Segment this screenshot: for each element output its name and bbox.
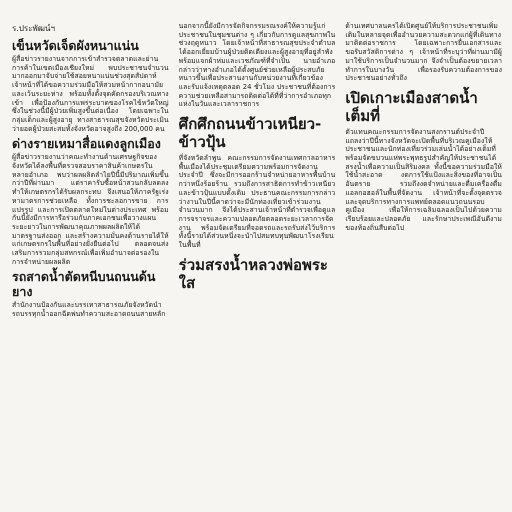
section-label: ร.ประพัฒน์ฯ (12, 24, 55, 33)
columns (12, 6, 502, 508)
headline-songkran: เปิดเกาะเมืองสาดน้ำเต็มที่ (345, 88, 478, 125)
headline-flu: เข็นหวัดเจ็ดผังหนาแน่น (12, 38, 139, 53)
column-middle (179, 6, 336, 508)
headline-market: ด่างรายเหมาสื่อแดงลูกเมือง (12, 136, 161, 152)
article-body-market: ผู้สื่อข่าวรายงานว่าคณะทำงานด้านเศรษฐกิจของจังหวัดได้ลงพื้นที่ตรวจสอบราคาสินค้าเกษตรในหลายอำเภอ พบว่าผลผลิตลำไยปีนี้มีปริมาณเพิ่มขึ้นกว่าปีที่ผ่านมา แต่ราคารับซื้อหน้าสวนกลับลดลง ทำให้เกษตรกรได้รับผลกระทบ จึงเสนอให้ภาครัฐเร่งหามาตรการช่วยเหลือ ทั้งการชะลอการขาย การแปรรูป และการเปิดตลาดใหม่ในต่างประเทศ พร้อมกันนี้ยังมีการหารือร่วมกับภาคเอกชนเพื่อวางแผนระยะยาวในการพัฒนาคุณภาพผลผลิตให้ได้มาตรฐานส่งออก และสร้างความมั่นคงด้านรายได้ให้แก่เกษตรกรในพื้นที่อย่างยั่งยืนต่อไป ตลอดจนส่งเสริมการรวมกลุ่มสหกรณ์เพื่อเพิ่มอำนาจต่อรองในการจำหน่ายผลผลิต (12, 153, 169, 266)
article-body-municipal: ด้านเทศบาลนครได้เปิดศูนย์ให้บริการประชาชนเพิ่มเติมในหลายจุดเพื่ออำนวยความสะดวกแก่ผู้ที่เดินทางมาติดต่อราชการ โดยเฉพาะการยื่นเอกสารและขอรับสวัสดิการต่าง ๆ เจ้าหน้าที่ระบุว่าที่ผ่านมามีผู้มาใช้บริการเป็นจำนวนมาก จึงจำเป็นต้องขยายเวลาทำการในบางวัน เพื่อรองรับความต้องการของประชาชนอย่างทั่วถึง (345, 22, 503, 83)
article-body-continued: นอกจากนี้ยังมีการจัดกิจกรรมรณรงค์ให้ความรู้แก่ประชาชนในชุมชนต่าง ๆ เกี่ยวกับการดูแลสุขภาพในช่วงฤดูหนาว โดยเจ้าหน้าที่สาธารณสุขประจำตำบลได้ออกเยี่ยมบ้านผู้ป่วยติดเตียงและผู้สูงอายุที่อยู่ลำพัง พร้อมแจกผ้าห่มและเวชภัณฑ์ที่จำเป็น นายอำเภอกล่าวว่าทางอำเภอได้ตั้งศูนย์ช่วยเหลือผู้ประสบภัยหนาวขึ้นเพื่อประสานงานกับหน่วยงานที่เกี่ยวข้อง และรับแจ้งเหตุตลอด 24 ชั่วโมง ประชาชนที่ต้องการความช่วยเหลือสามารถติดต่อได้ที่ที่ว่าการอำเภอทุกแห่งในวันและเวลาราชการ (178, 22, 336, 109)
headline-rice-road: ศึกศึกถนนข้าวเหนียว-ข้าวปุ้น (178, 115, 322, 152)
article-body-songkran: ตัวแทนคณะกรรมการจัดงานสงกรานต์ประจำปี แถลงว่าปีนี้ทางจังหวัดจะเปิดพื้นที่บริเวณคูเมืองให้ประชาชนและนักท่องเที่ยวร่วมเล่นน้ำได้อย่างเต็มที่ พร้อมจัดขบวนแห่พระพุทธรูปสำคัญให้ประชาชนได้สรงน้ำเพื่อความเป็นสิริมงคล ทั้งนี้ขอความร่วมมือให้ใช้น้ำสะอาด งดการใช้แป้งและสิ่งของที่อาจเป็นอันตราย รวมถึงงดจำหน่ายและดื่มเครื่องดื่มแอลกอฮอล์ในพื้นที่จัดงาน เจ้าหน้าที่จะตั้งจุดตรวจและจุดบริการทางการแพทย์ตลอดแนวถนนรอบคูเมือง เพื่อให้การเฉลิมฉลองเป็นไปด้วยความเรียบร้อยและปลอดภัย และรักษาประเพณีอันดีงามของท้องถิ่นสืบต่อไป (345, 127, 503, 232)
column-left (12, 6, 169, 508)
headline-water-truck: รถสาดน้ำตัดหนีบนถนนด้นยาง (12, 269, 156, 300)
headline-bathing-buddha: ร่วมสรงน้ำหลวงพ่อพระใส (178, 255, 328, 292)
article-body-flu: ผู้สื่อข่าวรายงานจากการเข้าสำรวจตลาดและย่านการค้าในเขตเมืองเชียงใหม่ พบประชาชนจำนวนมากออกมาจับจ่ายใช้สอยหนาแน่นช่วงสุดสัปดาห์ เจ้าหน้าที่ได้ขอความร่วมมือให้สวมหน้ากากอนามัยและเว้นระยะห่าง พร้อมทั้งตั้งจุดคัดกรองบริเวณทางเข้า เพื่อป้องกันการแพร่ระบาดของโรคไข้หวัดใหญ่ ซึ่งในช่วงนี้มีผู้ป่วยเพิ่มสูงขึ้นต่อเนื่อง โดยเฉพาะในกลุ่มเด็กและผู้สูงอายุ ทางสาธารณสุขจังหวัดประเมินว่ายอดผู้ป่วยสะสมทั้งจังหวัดอาจสูงถึง 200,000 คน (12, 55, 169, 133)
article-body-water-truck: สำนักงานป้องกันและบรรเทาสาธารณภัยจังหวัดนำรถบรรทุกน้ำออกฉีดพ่นทำความสะอาดถนนสายหลัก (12, 301, 166, 319)
column-right (345, 6, 502, 508)
article-body-rice-road: ที่จังหวัดลำพูน คณะกรรมการจัดงานเทศกาลอาหารพื้นเมืองได้ประชุมเตรียมความพร้อมการจัดงานประจำปี ซึ่งจะมีการออกร้านจำหน่ายอาหารพื้นบ้านกว่าหนึ่งร้อยร้าน รวมถึงการสาธิตการทำข้าวเหนียวและข้าวปุ้นแบบดั้งเดิม ประธานคณะกรรมการกล่าวว่างานในปีนี้คาดว่าจะมีนักท่องเที่ยวเข้าร่วมงานจำนวนมาก จึงได้ประสานเจ้าหน้าที่ตำรวจเพื่อดูแลการจราจรและความปลอดภัยตลอดระยะเวลาการจัดงาน พร้อมจัดเตรียมที่จอดรถและรถรับส่งไว้บริการ ทั้งนี้รายได้ส่วนหนึ่งจะนำไปสมทบทุนพัฒนาโรงเรียนในพื้นที่ (178, 154, 336, 250)
